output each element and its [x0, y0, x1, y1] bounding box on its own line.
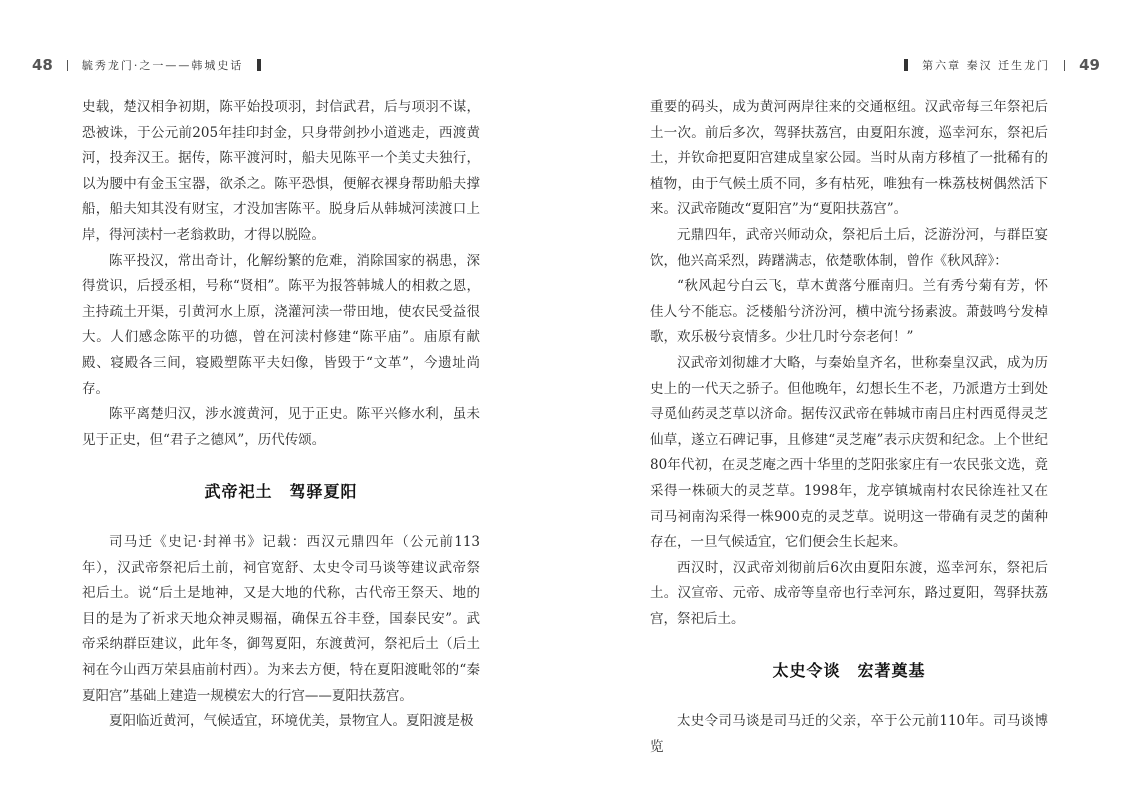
paragraph: 史载，楚汉相争初期，陈平始投项羽，封信武君，后与项羽不谋，恐被诛，于公元前205年挂印封金，只身带剑抄小道逃走，西渡黄河，投奔汉王。据传，陈平渡河时，船夫见陈平一个美丈夫独行，以为腰中有金玉宝器，欲杀之。陈平恐惧，便解衣裸身帮助船夫撑船，船夫知其没有财宝，才没加害陈平。脱身后从韩城河渎渡口上岸，得河渎村一老翁救助，才得以脱险。 [82, 99, 480, 243]
header-block-mark [904, 59, 908, 71]
running-head-left: 毓秀龙门·之一——韩城史话 [81, 59, 244, 72]
blank-line [650, 632, 1048, 658]
paragraph: 元鼎四年，武帝兴师动众，祭祀后土后，泛游汾河，与群臣宴饮，他兴高采烈，踌躇满志，依楚歌体制，曾作《秋风辞》： [650, 226, 1048, 269]
paragraph: 陈平投汉，常出奇计，化解纷繁的危难，消除国家的祸患，深得赏识，后授丞相，号称“贤相”。陈平为报答韩城人的相救之恩，主持疏土开渠，引黄河水上原，浇灌河渎一带田地，使农民受益很大。人们感念陈平的功德，曾在河渎村修建“陈平庙”。庙原有献殿、寝殿各三间，寝殿塑陈平夫妇像，皆毁于“文革”，今遗址尚存。 [82, 252, 480, 397]
left-page-body [82, 95, 480, 735]
blank-line [650, 684, 1048, 710]
section-heading: 太史令谈 宏著奠基 [772, 661, 926, 681]
right-page [566, 0, 1132, 799]
paragraph: 陈平离楚归汉，涉水渡黄河，见于正史。陈平兴修水利，虽未见于正史，但“君子之德风”，历代传颂。 [82, 406, 480, 448]
section-heading: 武帝祀土 驾驿夏阳 [204, 481, 358, 501]
page-number-right: 49 [1079, 56, 1100, 74]
paragraph: 夏阳临近黄河，气候适宜，环境优美，景物宜人。夏阳渡是极 [109, 713, 474, 730]
right-page-header [890, 52, 1100, 78]
header-block-mark [257, 59, 261, 71]
paragraph: 司马迁《史记·封禅书》记载：西汉元鼎四年（公元前113年），汉武帝祭祀后土前，祠官宽舒、太史令司马谈等建议武帝祭祀后土。说“后土是地神，又是大地的代称，古代帝王祭天、地的目的是为了祈求天地众神灵赐福，确保五谷丰登，国泰民安”。武帝采纳群臣建议，此年冬，御驾夏阳，东渡黄河，祭祀后土（后土祠在今山西万荣县庙前村西）。为来去方便，特在夏阳渡毗邻的“秦夏阳宫”基础上建造一规模宏大的行宫——夏阳扶荔宫。 [82, 534, 480, 704]
paragraph: “秋风起兮白云飞，草木黄落兮雁南归。兰有秀兮菊有芳，怀佳人兮不能忘。泛楼船兮济汾河，横中流兮扬素波。萧鼓鸣兮发棹歌，欢乐极兮哀情多。少壮几时兮奈老何！” [650, 278, 1048, 346]
paragraph: 西汉时，汉武帝刘彻前后6次由夏阳东渡，巡幸河东，祭祀后土。汉宣帝、元帝、成帝等皇帝也行幸河东，路过夏阳，驾驿扶荔宫，祭祀后土。 [650, 559, 1048, 627]
blank-line [82, 453, 480, 479]
paragraph: 汉武帝刘彻雄才大略，与秦始皇齐名，世称秦皇汉武，成为历史上的一代天之骄子。但他晚年，幻想长生不老，乃派遣方士到处寻觅仙药灵芝草以济命。据传汉武帝在韩城市南吕庄村西觅得灵芝仙草，遂立石碑记事，且修建“灵芝庵”表示庆贺和纪念。上个世纪80年代初，在灵芝庵之西十华里的芝阳张家庄有一农民张文选，竟采得一株硕大的灵芝草。1998年，龙亭镇城南村农民徐连社又在司马祠南沟采得一株900克的灵芝草。说明这一带确有灵芝的菌种存在，一旦气候适宜，它们便会生长起来。 [650, 354, 1048, 551]
blank-line [82, 505, 480, 531]
running-head-right: 第六章 秦汉 迁生龙门 [922, 59, 1051, 72]
paragraph: 重要的码头，成为黄河两岸往来的交通枢纽。汉武帝每三年祭祀后土一次。前后多次，驾驿扶荔宫，由夏阳东渡，巡幸河东，祭祀后土，并钦命把夏阳宫建成皇家公园。当时从南方移植了一批稀有的植物，由于气候土质不同，多有枯死，唯独有一株荔枝树偶然活下来。汉武帝随改“夏阳宫”为“夏阳扶荔宫”。 [650, 99, 1048, 218]
section-heading-wrap [650, 658, 1048, 684]
right-page-body [650, 95, 1048, 760]
header-divider [67, 60, 68, 71]
paragraph: 太史令司马谈是司马迁的父亲，卒于公元前110年。司马谈博览 [650, 713, 1048, 755]
section-heading-wrap [82, 479, 480, 505]
page-number-left: 48 [32, 56, 53, 74]
header-divider [1064, 60, 1065, 71]
left-page-header [32, 52, 275, 78]
